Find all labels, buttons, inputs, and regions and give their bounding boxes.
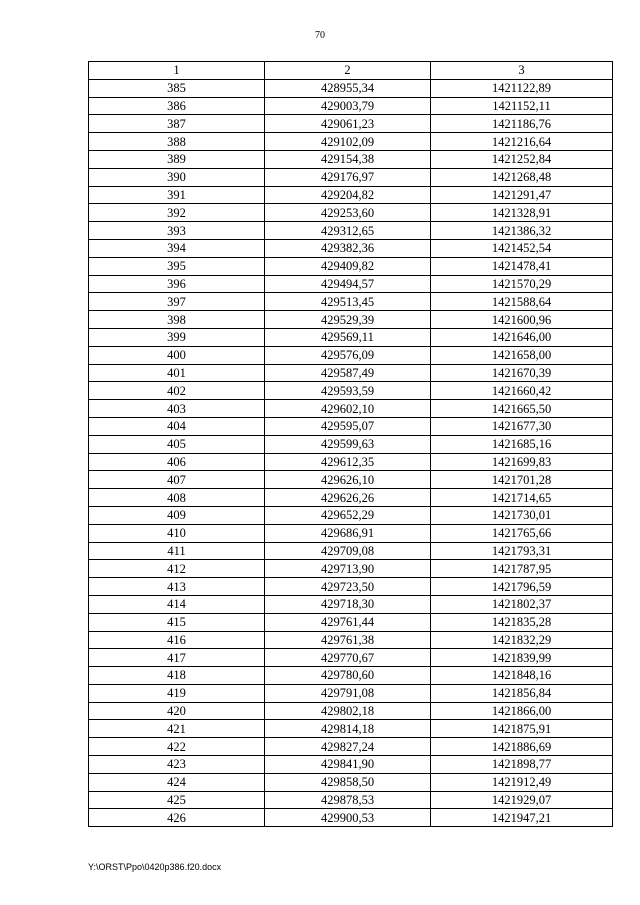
- point-number-cell: 407: [89, 471, 265, 489]
- y-coordinate-cell: 1421478,41: [431, 257, 613, 275]
- table-row: [89, 578, 613, 596]
- x-coordinate-cell: 429061,23: [265, 115, 431, 133]
- table-row: [89, 168, 613, 186]
- table-row: [89, 293, 613, 311]
- point-number-cell: 414: [89, 595, 265, 613]
- table-row: [89, 756, 613, 774]
- y-coordinate-cell: 1421848,16: [431, 667, 613, 685]
- point-number-cell: 401: [89, 364, 265, 382]
- table-row: [89, 560, 613, 578]
- x-coordinate-cell: 429652,29: [265, 506, 431, 524]
- y-coordinate-cell: 1421328,91: [431, 204, 613, 222]
- point-number-cell: 396: [89, 275, 265, 293]
- x-coordinate-cell: 429154,38: [265, 150, 431, 168]
- point-number-cell: 389: [89, 150, 265, 168]
- x-coordinate-cell: 429593,59: [265, 382, 431, 400]
- point-number-cell: 405: [89, 435, 265, 453]
- table-row: [89, 204, 613, 222]
- point-number-cell: 423: [89, 756, 265, 774]
- x-coordinate-cell: 429718,30: [265, 595, 431, 613]
- point-number-cell: 394: [89, 239, 265, 257]
- y-coordinate-cell: 1421796,59: [431, 578, 613, 596]
- point-number-cell: 386: [89, 97, 265, 115]
- point-number-cell: 419: [89, 684, 265, 702]
- x-coordinate-cell: 429761,44: [265, 613, 431, 631]
- table-row: [89, 222, 613, 240]
- y-coordinate-cell: 1421701,28: [431, 471, 613, 489]
- x-coordinate-cell: 429626,10: [265, 471, 431, 489]
- table-row: [89, 702, 613, 720]
- y-coordinate-cell: 1421291,47: [431, 186, 613, 204]
- x-coordinate-cell: 429612,35: [265, 453, 431, 471]
- table-row: [89, 328, 613, 346]
- table-row: [89, 115, 613, 133]
- y-coordinate-cell: 1421660,42: [431, 382, 613, 400]
- x-coordinate-cell: 429312,65: [265, 222, 431, 240]
- x-coordinate-cell: 429587,49: [265, 364, 431, 382]
- point-number-cell: 424: [89, 773, 265, 791]
- y-coordinate-cell: 1421699,83: [431, 453, 613, 471]
- point-number-cell: 415: [89, 613, 265, 631]
- y-coordinate-cell: 1421947,21: [431, 809, 613, 827]
- point-number-cell: 397: [89, 293, 265, 311]
- y-coordinate-cell: 1421386,32: [431, 222, 613, 240]
- x-coordinate-cell: 429770,67: [265, 649, 431, 667]
- table-row: [89, 364, 613, 382]
- point-number-cell: 416: [89, 631, 265, 649]
- x-coordinate-cell: 429686,91: [265, 524, 431, 542]
- x-coordinate-cell: 429576,09: [265, 346, 431, 364]
- x-coordinate-cell: 429513,45: [265, 293, 431, 311]
- table-header-row: [89, 62, 613, 80]
- table-row: [89, 275, 613, 293]
- y-coordinate-cell: 1421832,29: [431, 631, 613, 649]
- x-coordinate-cell: 429253,60: [265, 204, 431, 222]
- point-number-cell: 411: [89, 542, 265, 560]
- x-coordinate-cell: 429003,79: [265, 97, 431, 115]
- y-coordinate-cell: 1421588,64: [431, 293, 613, 311]
- footer-file-path: Y:\ORST\Ppo\0420p386.f20.docx: [88, 862, 222, 872]
- x-coordinate-cell: 429802,18: [265, 702, 431, 720]
- table-row: [89, 257, 613, 275]
- column-header-2: 2: [265, 62, 431, 80]
- point-number-cell: 391: [89, 186, 265, 204]
- point-number-cell: 399: [89, 328, 265, 346]
- table-row: [89, 382, 613, 400]
- x-coordinate-cell: 429595,07: [265, 417, 431, 435]
- table-header: [89, 62, 613, 80]
- table-row: [89, 720, 613, 738]
- y-coordinate-cell: 1421677,30: [431, 417, 613, 435]
- table-row: [89, 346, 613, 364]
- point-number-cell: 402: [89, 382, 265, 400]
- point-number-cell: 409: [89, 506, 265, 524]
- table-row: [89, 613, 613, 631]
- coordinates-table: [88, 61, 613, 827]
- table-row: [89, 311, 613, 329]
- table-row: [89, 595, 613, 613]
- x-coordinate-cell: 429176,97: [265, 168, 431, 186]
- page-number: 70: [315, 30, 325, 41]
- table-row: [89, 133, 613, 151]
- point-number-cell: 410: [89, 524, 265, 542]
- table-row: [89, 453, 613, 471]
- point-number-cell: 412: [89, 560, 265, 578]
- table-row: [89, 239, 613, 257]
- table-row: [89, 97, 613, 115]
- x-coordinate-cell: 429713,90: [265, 560, 431, 578]
- table-row: [89, 738, 613, 756]
- y-coordinate-cell: 1421912,49: [431, 773, 613, 791]
- y-coordinate-cell: 1421839,99: [431, 649, 613, 667]
- x-coordinate-cell: 429858,50: [265, 773, 431, 791]
- point-number-cell: 425: [89, 791, 265, 809]
- point-number-cell: 388: [89, 133, 265, 151]
- y-coordinate-cell: 1421929,07: [431, 791, 613, 809]
- y-coordinate-cell: 1421875,91: [431, 720, 613, 738]
- y-coordinate-cell: 1421685,16: [431, 435, 613, 453]
- table-row: [89, 809, 613, 827]
- y-coordinate-cell: 1421646,00: [431, 328, 613, 346]
- x-coordinate-cell: 429780,60: [265, 667, 431, 685]
- y-coordinate-cell: 1421570,29: [431, 275, 613, 293]
- x-coordinate-cell: 429709,08: [265, 542, 431, 560]
- y-coordinate-cell: 1421765,66: [431, 524, 613, 542]
- point-number-cell: 404: [89, 417, 265, 435]
- x-coordinate-cell: 429102,09: [265, 133, 431, 151]
- y-coordinate-cell: 1421665,50: [431, 400, 613, 418]
- x-coordinate-cell: 429382,36: [265, 239, 431, 257]
- y-coordinate-cell: 1421152,11: [431, 97, 613, 115]
- table-row: [89, 489, 613, 507]
- x-coordinate-cell: 429900,53: [265, 809, 431, 827]
- x-coordinate-cell: 429569,11: [265, 328, 431, 346]
- table-row: [89, 186, 613, 204]
- y-coordinate-cell: 1421658,00: [431, 346, 613, 364]
- y-coordinate-cell: 1421898,77: [431, 756, 613, 774]
- table-row: [89, 150, 613, 168]
- y-coordinate-cell: 1421787,95: [431, 560, 613, 578]
- column-header-1: 1: [89, 62, 265, 80]
- y-coordinate-cell: 1421793,31: [431, 542, 613, 560]
- x-coordinate-cell: 429529,39: [265, 311, 431, 329]
- x-coordinate-cell: 429626,26: [265, 489, 431, 507]
- y-coordinate-cell: 1421252,84: [431, 150, 613, 168]
- point-number-cell: 403: [89, 400, 265, 418]
- point-number-cell: 385: [89, 79, 265, 97]
- x-coordinate-cell: 429723,50: [265, 578, 431, 596]
- x-coordinate-cell: 429791,08: [265, 684, 431, 702]
- x-coordinate-cell: 429878,53: [265, 791, 431, 809]
- y-coordinate-cell: 1421866,00: [431, 702, 613, 720]
- y-coordinate-cell: 1421886,69: [431, 738, 613, 756]
- table-row: [89, 791, 613, 809]
- x-coordinate-cell: 429494,57: [265, 275, 431, 293]
- x-coordinate-cell: 429599,63: [265, 435, 431, 453]
- point-number-cell: 400: [89, 346, 265, 364]
- y-coordinate-cell: 1421186,76: [431, 115, 613, 133]
- column-header-3: 3: [431, 62, 613, 80]
- y-coordinate-cell: 1421856,84: [431, 684, 613, 702]
- x-coordinate-cell: 429409,82: [265, 257, 431, 275]
- x-coordinate-cell: 429841,90: [265, 756, 431, 774]
- table-row: [89, 667, 613, 685]
- point-number-cell: 421: [89, 720, 265, 738]
- y-coordinate-cell: 1421670,39: [431, 364, 613, 382]
- y-coordinate-cell: 1421730,01: [431, 506, 613, 524]
- y-coordinate-cell: 1421122,89: [431, 79, 613, 97]
- x-coordinate-cell: 429761,38: [265, 631, 431, 649]
- point-number-cell: 426: [89, 809, 265, 827]
- point-number-cell: 420: [89, 702, 265, 720]
- point-number-cell: 390: [89, 168, 265, 186]
- point-number-cell: 395: [89, 257, 265, 275]
- y-coordinate-cell: 1421835,28: [431, 613, 613, 631]
- point-number-cell: 408: [89, 489, 265, 507]
- table-row: [89, 471, 613, 489]
- table-row: [89, 684, 613, 702]
- y-coordinate-cell: 1421452,54: [431, 239, 613, 257]
- point-number-cell: 393: [89, 222, 265, 240]
- y-coordinate-cell: 1421268,48: [431, 168, 613, 186]
- x-coordinate-cell: 429204,82: [265, 186, 431, 204]
- y-coordinate-cell: 1421600,96: [431, 311, 613, 329]
- table-body: [89, 79, 613, 826]
- table-row: [89, 400, 613, 418]
- x-coordinate-cell: 429814,18: [265, 720, 431, 738]
- point-number-cell: 387: [89, 115, 265, 133]
- table-row: [89, 506, 613, 524]
- point-number-cell: 398: [89, 311, 265, 329]
- point-number-cell: 422: [89, 738, 265, 756]
- point-number-cell: 418: [89, 667, 265, 685]
- table-row: [89, 417, 613, 435]
- point-number-cell: 392: [89, 204, 265, 222]
- point-number-cell: 417: [89, 649, 265, 667]
- table-row: [89, 773, 613, 791]
- point-number-cell: 413: [89, 578, 265, 596]
- table-row: [89, 631, 613, 649]
- x-coordinate-cell: 428955,34: [265, 79, 431, 97]
- x-coordinate-cell: 429602,10: [265, 400, 431, 418]
- y-coordinate-cell: 1421714,65: [431, 489, 613, 507]
- table-row: [89, 79, 613, 97]
- y-coordinate-cell: 1421802,37: [431, 595, 613, 613]
- table-row: [89, 524, 613, 542]
- y-coordinate-cell: 1421216,64: [431, 133, 613, 151]
- x-coordinate-cell: 429827,24: [265, 738, 431, 756]
- table-row: [89, 649, 613, 667]
- table-row: [89, 435, 613, 453]
- table-row: [89, 542, 613, 560]
- point-number-cell: 406: [89, 453, 265, 471]
